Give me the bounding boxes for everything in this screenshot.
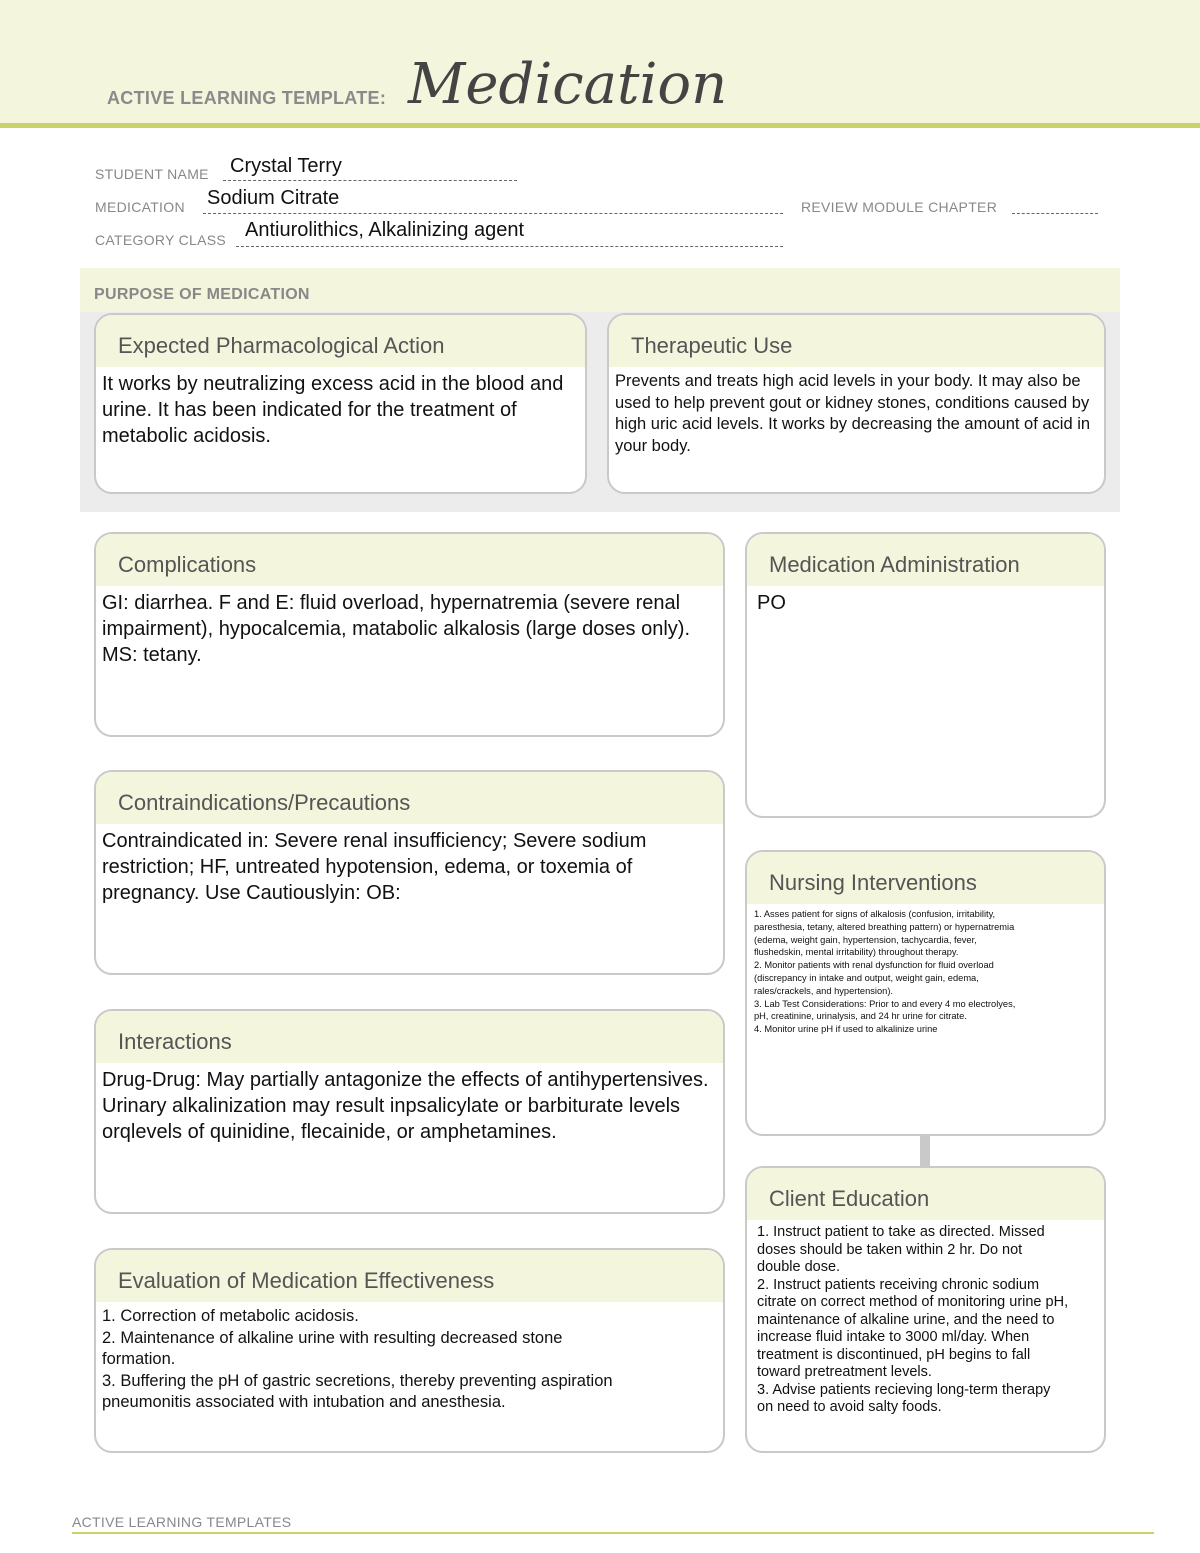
- education-line: on need to avoid salty foods.: [757, 1399, 942, 1415]
- connector-bar: [920, 1136, 930, 1166]
- evaluation-line: 3. Buffering the pH of gastric secretions, thereby preventing aspiration: [102, 1371, 613, 1390]
- evaluation-heading: Evaluation of Medication Effectiveness: [96, 1250, 723, 1302]
- client-education-heading: Client Education: [747, 1168, 1104, 1220]
- nursing-line: rales/crackels, and hypertension).: [754, 985, 894, 996]
- review-module-label: REVIEW MODULE CHAPTER: [801, 199, 998, 215]
- evaluation-body[interactable]: [96, 1302, 723, 1414]
- interactions-body[interactable]: Drug-Drug: May partially antagonize the effects of antihypertensives. Urinary alkalinization may result inpsalicylate or barbiturate levels orqlevels of quinidine, flecainide, or amphetamines.: [102, 1069, 709, 1143]
- nursing-line: (discrepancy in intake and output, weight gain, edema,: [754, 972, 979, 983]
- complications-body[interactable]: GI: diarrhea. F and E: fluid overload, hypernatremia (severe renal impairment), hypocalcemia, matabolic alkalosis (large doses only). MS: tetany.: [102, 592, 691, 666]
- complications-heading: Complications: [96, 534, 723, 586]
- evaluation-line: formation.: [102, 1350, 176, 1368]
- medication-label: MEDICATION: [95, 199, 185, 215]
- education-line: double dose.: [757, 1259, 841, 1275]
- interactions-heading: Interactions: [96, 1011, 723, 1063]
- therapeutic-use-heading: Therapeutic Use: [609, 315, 1104, 367]
- student-name-field[interactable]: Crystal Terry: [230, 155, 342, 177]
- contraindications-heading: Contraindications/Precautions: [96, 772, 723, 824]
- nursing-line: 3. Lab Test Considerations: Prior to and every 4 mo electrolyes,: [754, 998, 1016, 1009]
- client-education-card: [745, 1166, 1106, 1453]
- nursing-line: paresthesia, tetany, altered breathing pattern) or hypernatremia: [754, 921, 1015, 932]
- expected-action-heading: Expected Pharmacological Action: [96, 315, 585, 367]
- therapeutic-use-body[interactable]: Prevents and treats high acid levels in your body. It may also be used to help prevent gout or kidney stones, conditions caused by high uric acid levels. It works by decreasing the amount of acid in your body.: [615, 372, 1091, 455]
- evaluation-line: 2. Maintenance of alkaline urine with resulting decreased stone: [102, 1328, 563, 1347]
- education-line: treatment is discontinued, pH begins to fall: [757, 1346, 1031, 1363]
- client-education-body[interactable]: [747, 1220, 1104, 1417]
- footer-text: ACTIVE LEARNING TEMPLATES: [72, 1514, 292, 1530]
- student-name-line: [223, 180, 517, 181]
- education-line: 3. Advise patients recieving long-term therapy: [757, 1381, 1051, 1398]
- education-line: doses should be taken within 2 hr. Do not: [757, 1241, 1023, 1258]
- footer-rule: [72, 1532, 1154, 1534]
- medication-administration-heading: Medication Administration: [747, 534, 1104, 586]
- medication-administration-card: [745, 532, 1106, 818]
- expected-action-body[interactable]: It works by neutralizing excess acid in the blood and urine. It has been indicated for the treatment of metabolic acidosis.: [102, 373, 564, 447]
- contraindications-body[interactable]: Contraindicated in: Severe renal insufficiency; Severe sodium restriction; HF, untreated hypotension, edema, or toxemia of pregnancy. Use Cautiouslyin: OB:: [102, 830, 647, 904]
- purpose-title: PURPOSE OF MEDICATION: [94, 286, 310, 303]
- education-line: citrate on correct method of monitoring urine pH,: [757, 1294, 1069, 1310]
- education-line: toward pretreatment levels.: [757, 1364, 932, 1380]
- nursing-interventions-card: [745, 850, 1106, 1136]
- nursing-line: 1. Asses patient for signs of alkalosis (confusion, irritability,: [754, 909, 996, 919]
- education-line: maintenance of alkaline urine, and the need to: [757, 1311, 1055, 1328]
- expected-action-card: [94, 313, 587, 494]
- template-label: ACTIVE LEARNING TEMPLATE:: [107, 88, 387, 108]
- category-class-field[interactable]: Antiurolithics, Alkalinizing agent: [245, 219, 525, 241]
- nursing-interventions-heading: Nursing Interventions: [747, 852, 1104, 904]
- evaluation-line: pneumonitis associated with intubation and anesthesia.: [102, 1393, 506, 1411]
- category-class-label: CATEGORY CLASS: [95, 232, 227, 248]
- category-class-line: [236, 246, 783, 247]
- student-name-label: STUDENT NAME: [95, 166, 209, 182]
- nursing-line: pH, creatinine, urinalysis, and 24 hr urine for citrate.: [754, 1011, 967, 1022]
- nursing-line: 4. Monitor urine pH if used to alkalinize urine: [754, 1024, 938, 1035]
- contraindications-card: [94, 770, 725, 975]
- medication-field[interactable]: Sodium Citrate: [207, 187, 340, 209]
- therapeutic-use-card: [607, 313, 1106, 494]
- review-module-field[interactable]: [1012, 213, 1098, 214]
- nursing-line: flushedskin, mental irritability) throughout therapy.: [754, 947, 959, 958]
- page-title: Medication: [408, 52, 728, 117]
- nursing-interventions-body[interactable]: [747, 904, 1104, 1036]
- education-line: increase fluid intake to 3000 ml/day. When: [757, 1329, 1030, 1345]
- header-rule: [0, 123, 1200, 128]
- interactions-card: [94, 1009, 725, 1214]
- evaluation-card: [94, 1248, 725, 1453]
- nursing-line: (edema, weight gain, hypertension, tachycardia, fever,: [754, 934, 977, 945]
- complications-card: [94, 532, 725, 737]
- medication-line: [203, 213, 783, 214]
- evaluation-line: 1. Correction of metabolic acidosis.: [102, 1307, 359, 1325]
- education-line: 1. Instruct patient to take as directed. Missed: [757, 1224, 1045, 1240]
- medication-administration-body[interactable]: PO: [757, 592, 786, 614]
- nursing-line: 2. Monitor patients with renal dysfunction for fluid overload: [754, 960, 994, 971]
- education-line: 2. Instruct patients receiving chronic sodium: [757, 1276, 1040, 1293]
